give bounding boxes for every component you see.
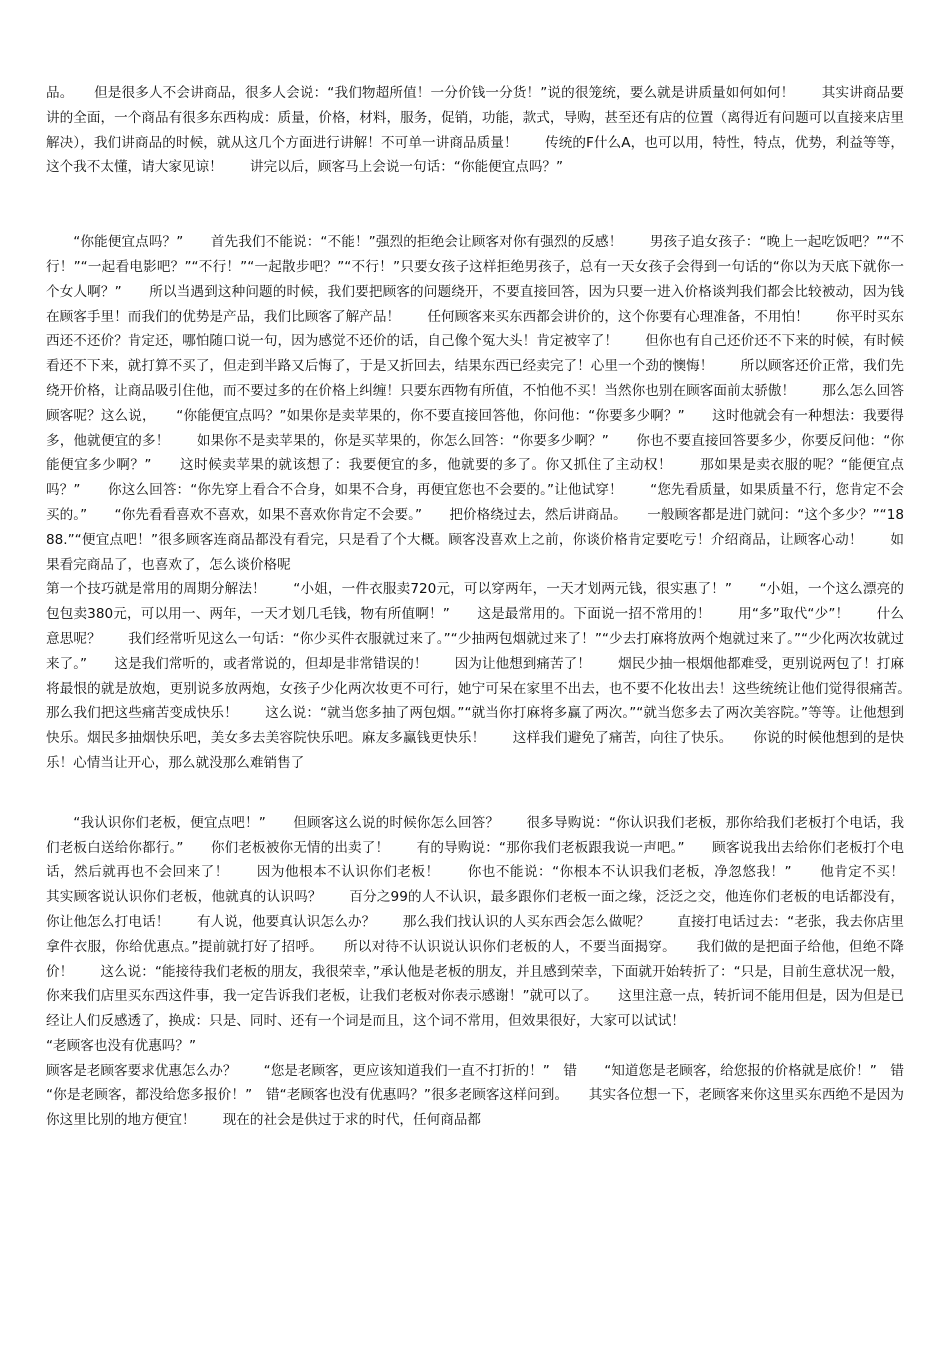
section-heading-old-customer: “老顾客也没有优惠吗？” <box>46 1037 197 1054</box>
paragraph-old-customer: 顾客是老顾客要求优惠怎么办？ “您是老顾客，更应该知道我们一直不打折的！” 错 “知道您是老顾客，给您报的价格就是底价！” 错 “你是老顾客，都没给您多报价！” 错“老顾客也没有优惠吗？”很多老顾客这样问到。 其实各位想一下，老顾客来你这里买东西绝不是因为你这里比别的地方便宜！ 现在的社会是供过于求的时代，任何商品都 <box>46 1062 932 1129</box>
paragraph-know-your-boss: “我认识你们老板，便宜点吧！” 但顾客这么说的时候你怎么回答？ 很多导购说：“你认识我们老板，那你给我们老板打个电话，我们老板白送给你都行。” 你们老板被你无情的出卖了！ 有的导购说：“那你我们老板跟我说一声吧。” 顾客说我出去给你们老板打个电话，然后就再也不会回来了！ 因为他根本不认识你们老板！ 你也不能说：“你根本不认识我们老板，净忽悠我！” 他肯定不买！ 其实顾客说认识你们老板，他就真的认识吗？ 百分之99的人不认识，最多跟你们老板一面之缘，泛泛之交，他连你们老板的电话都没有，你让他怎么打电话！ 有人说，他要真认识怎么办？ 那么我们找认识的人买东西会怎么做呢？ 直接打电话过去：“老张，我去你店里拿件衣服，你给优惠点。”提前就打好了招呼。 所以对待不认识说认识你们老板的人，不要当面揭穿。 我们做的是把面子给他，但绝不降价！ 这么说：“能接待我们老板的朋友，我很荣幸，”承认他是老板的朋友，并且感到荣幸，下面就开始转折了：“只是，目前生意状况一般，你来我们店里买东西这件事，我一定告诉我们老板，让我们老板对你表示感谢！”就可以了。 这里注意一点，转折词不能用但是，因为但是已经让人们反感透了，换成：只是、同时、还有一个词是而且，这个词不常用，但效果很好，大家可以试试！ <box>46 814 932 1030</box>
paragraph-can-you-discount: “你能便宜点吗？” 首先我们不能说：“不能！”强烈的拒绝会让顾客对你有强烈的反感！ 男孩子追女孩子：“晚上一起吃饭吧？”“不行！”“一起看电影吧？”“不行！”“一起散步吧？”“不行！”只要女孩子这样拒绝男孩子，总有一天女孩子会得到一句话的“你以为天底下就你一个女人啊？” 所以当遇到这种问题的时候，我们要把顾客的问题绕开，不要直接回答，因为只要一进入价格谈判我们都会比较被动，因为钱在顾客手里！而我们的优势是产品，我们比顾客了解产品！ 任何顾客来买东西都会讲价的，这个你要有心理准备，不用怕！ 你平时买东西还不还价？肯定还，哪怕随口说一句，因为感觉不还价的话，自己像个冤大头！肯定被宰了！ 但你也有自己还价还不下来的时候，有时候看还不下来，就打算不买了，但走到半路又后悔了，于是又折回去，结果东西已经卖完了！心里一个劲的懊悔！ 所以顾客还价正常，我们先绕开价格，让商品吸引住他，而不要过多的在价格上纠缠！只要东西物有所值，不怕他不买！当然你也别在顾客面前太骄傲！ 那么怎么回答顾客呢？这么说， “你能便宜点吗？”如果你是卖苹果的，你不要直接回答他，你问他：“你要多少啊？” 这时他就会有一种想法：我要得多，他就便宜的多！ 如果你不是卖苹果的，你是买苹果的，你怎么回答：“你要多少啊？” 你也不要直接回答要多少，你要反问他：“你能便宜多少啊？” 这时候卖苹果的就该想了：我要便宜的多，他就要的多了。你又抓住了主动权！ 那如果是卖衣服的呢？“能便宜点吗？” 你这么回答：“你先穿上看合不合身，如果不合身，再便宜您也不会要的。”让他试穿！ “您先看质量，如果质量不行，您肯定不会买的。” “你先看看喜欢不喜欢，如果不喜欢你肯定不会要。” 把价格绕过去，然后讲商品。 一般顾客都是进门就问：“这个多少？”“1888.”“便宜点吧！”很多顾客连商品都没有看完，只是看了个大概。顾客没喜欢上之前，你谈价格肯定要吃亏！介绍商品，让顾客心动！ 如果看完商品了，也喜欢了，怎么谈价格呢 <box>46 234 904 573</box>
paragraph-period-decomposition: 第一个技巧就是常用的周期分解法！ “小姐，一件衣服卖720元，可以穿两年，一天才划两元钱，很实惠了！” “小姐，一个这么漂亮的包包卖380元，可以用一、两年，一天才划几毛钱，物有所值啊！” 这是最常用的。下面说一招不常用的！ 用“多”取代“少”！ 什么意思呢？ 我们经常听见这么一句话：“你少买件衣服就过来了。”“少抽两包烟就过来了！”“少去打麻将放两个炮就过来了。”“少化两次妆就过来了。” 这是我们常听的，或者常说的，但却是非常错误的！ 因为让他想到痛苦了！ 烟民少抽一根烟他都难受，更别说两包了！打麻将最恨的就是放炮，更别说多放两炮，女孩子少化两次妆更不可行，她宁可呆在家里不出去，也不要不化妆出去！这些统统让他们觉得很痛苦。 那么我们把这些痛苦变成快乐！ 这么说：“就当您多抽了两包烟。”“就当你打麻将多赢了两次。”“就当您多去了两次美容院。”等等。让他想到快乐。烟民多抽烟快乐吧，美女多去美容院快乐吧。麻友多赢钱更快乐！ 这样我们避免了痛苦，向往了快乐。 你说的时候他想到的是快乐！心情当让开心，那么就没那么难销售了 <box>46 581 932 771</box>
document-page <box>46 81 932 1133</box>
paragraph-product-explanation: 品。 但是很多人不会讲商品，很多人会说：“我们物超所值！一分价钱一分货！”说的很笼统，要么就是讲质量如何如何！ 其实讲商品要讲的全面，一个商品有很多东西构成：质量，价格，材料，服务，促销，功能，款式，导购，甚至还有店的位置（离得近有问题可以直接来店里解决），我们讲商品的时候，就从这几个方面进行讲解！不可单一讲商品质量！ 传统的F什么A，也可以用，特性，特点，优势，利益等等，这个我不太懂，请大家见谅！ 讲完以后，顾客马上会说一句话：“你能便宜点吗？” <box>46 85 904 176</box>
